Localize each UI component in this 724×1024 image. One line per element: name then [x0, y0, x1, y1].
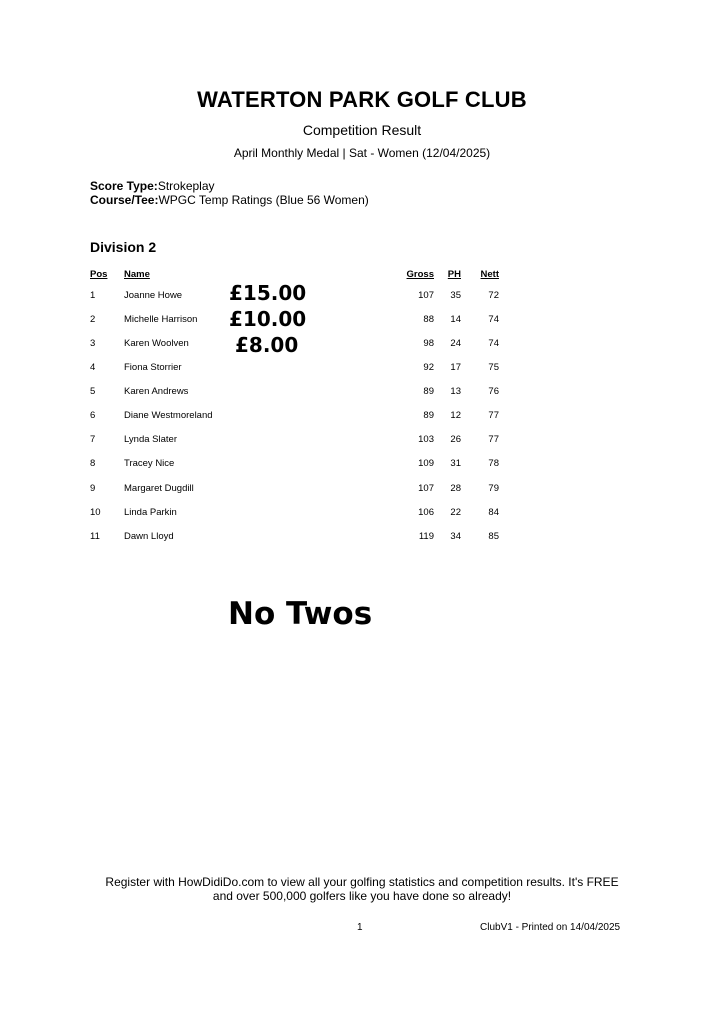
row-pos: 9	[90, 483, 96, 494]
row-nett: 78	[488, 458, 499, 469]
column-header-ph: PH	[447, 269, 461, 280]
footer-register-note	[0, 875, 724, 903]
row-gross: 107	[418, 290, 434, 301]
row-name: Tracey Nice	[124, 458, 175, 469]
row-name: Karen Woolven	[124, 338, 189, 349]
row-pos: 1	[90, 290, 96, 301]
column-header-name: Name	[124, 269, 150, 280]
row-ph: 14	[450, 314, 461, 325]
row-nett: 74	[488, 314, 499, 325]
row-nett: 84	[488, 507, 499, 518]
row-nett: 79	[488, 483, 499, 494]
row-pos: 6	[90, 410, 96, 421]
row-ph: 17	[450, 362, 461, 373]
prize-first: £15.00	[229, 281, 307, 305]
row-pos: 11	[90, 531, 100, 542]
row-nett: 74	[488, 338, 499, 349]
row-name: Margaret Dugdill	[124, 483, 194, 494]
row-nett: 72	[488, 290, 499, 301]
row-nett: 76	[488, 386, 499, 397]
row-ph: 24	[450, 338, 461, 349]
row-nett: 85	[488, 531, 499, 542]
row-name: Fiona Storrier	[124, 362, 182, 373]
row-gross: 98	[423, 338, 434, 349]
footer-register-line-2: and over 500,000 golfers like you have done so already!	[212, 889, 512, 903]
row-gross: 119	[418, 531, 434, 542]
row-pos: 2	[90, 314, 96, 325]
row-ph: 26	[450, 434, 461, 445]
footer-register-line-1: Register with HowDidiDo.com to view all your golfing statistics and competition results. It's FREE	[105, 875, 619, 889]
score-type-line	[90, 179, 215, 193]
column-header-nett: Nett	[480, 269, 499, 280]
no-twos-annotation: No Twos	[228, 596, 373, 632]
row-ph: 12	[450, 410, 461, 421]
row-ph: 34	[450, 531, 461, 542]
row-nett: 75	[488, 362, 499, 373]
score-type-label: Score Type:	[90, 179, 158, 193]
row-pos: 8	[90, 458, 96, 469]
row-ph: 31	[450, 458, 461, 469]
row-ph: 22	[450, 507, 461, 518]
row-ph: 35	[450, 290, 461, 301]
column-header-pos: Pos	[90, 269, 108, 280]
course-tee-label: Course/Tee:	[90, 193, 159, 207]
division-heading: Division 2	[90, 239, 157, 255]
row-name: Dawn Lloyd	[124, 531, 174, 542]
row-pos: 4	[90, 362, 96, 373]
row-ph: 28	[450, 483, 461, 494]
row-gross: 106	[418, 507, 434, 518]
prize-third: £8.00	[235, 333, 299, 357]
page-subtitle: Competition Result	[302, 122, 422, 138]
prize-second: £10.00	[229, 307, 307, 331]
row-pos: 7	[90, 434, 96, 445]
row-pos: 3	[90, 338, 96, 349]
row-pos: 10	[90, 507, 101, 518]
row-nett: 77	[488, 410, 499, 421]
row-ph: 13	[450, 386, 461, 397]
row-name: Joanne Howe	[124, 290, 183, 301]
course-tee-line	[90, 193, 369, 207]
competition-detail: April Monthly Medal | Sat - Women (12/04/2025)	[233, 146, 491, 160]
row-gross: 109	[418, 458, 434, 469]
row-name: Diane Westmoreland	[124, 410, 213, 421]
row-gross: 88	[423, 314, 434, 325]
row-gross: 103	[418, 434, 434, 445]
row-gross: 89	[423, 410, 434, 421]
row-nett: 77	[488, 434, 499, 445]
row-gross: 92	[423, 362, 434, 373]
row-name: Michelle Harrison	[124, 314, 198, 325]
row-gross: 89	[423, 386, 434, 397]
club-title: WATERTON PARK GOLF CLUB	[197, 87, 527, 112]
row-name: Lynda Slater	[124, 434, 177, 445]
printed-date: ClubV1 - Printed on 14/04/2025	[480, 922, 621, 933]
course-tee-value: WPGC Temp Ratings (Blue 56 Women)	[158, 193, 369, 207]
row-name: Karen Andrews	[124, 386, 189, 397]
page-number: 1	[357, 922, 363, 933]
score-type-value: Strokeplay	[157, 179, 215, 193]
row-pos: 5	[90, 386, 96, 397]
row-name: Linda Parkin	[124, 507, 177, 518]
column-header-gross: Gross	[406, 269, 434, 280]
row-gross: 107	[418, 483, 434, 494]
